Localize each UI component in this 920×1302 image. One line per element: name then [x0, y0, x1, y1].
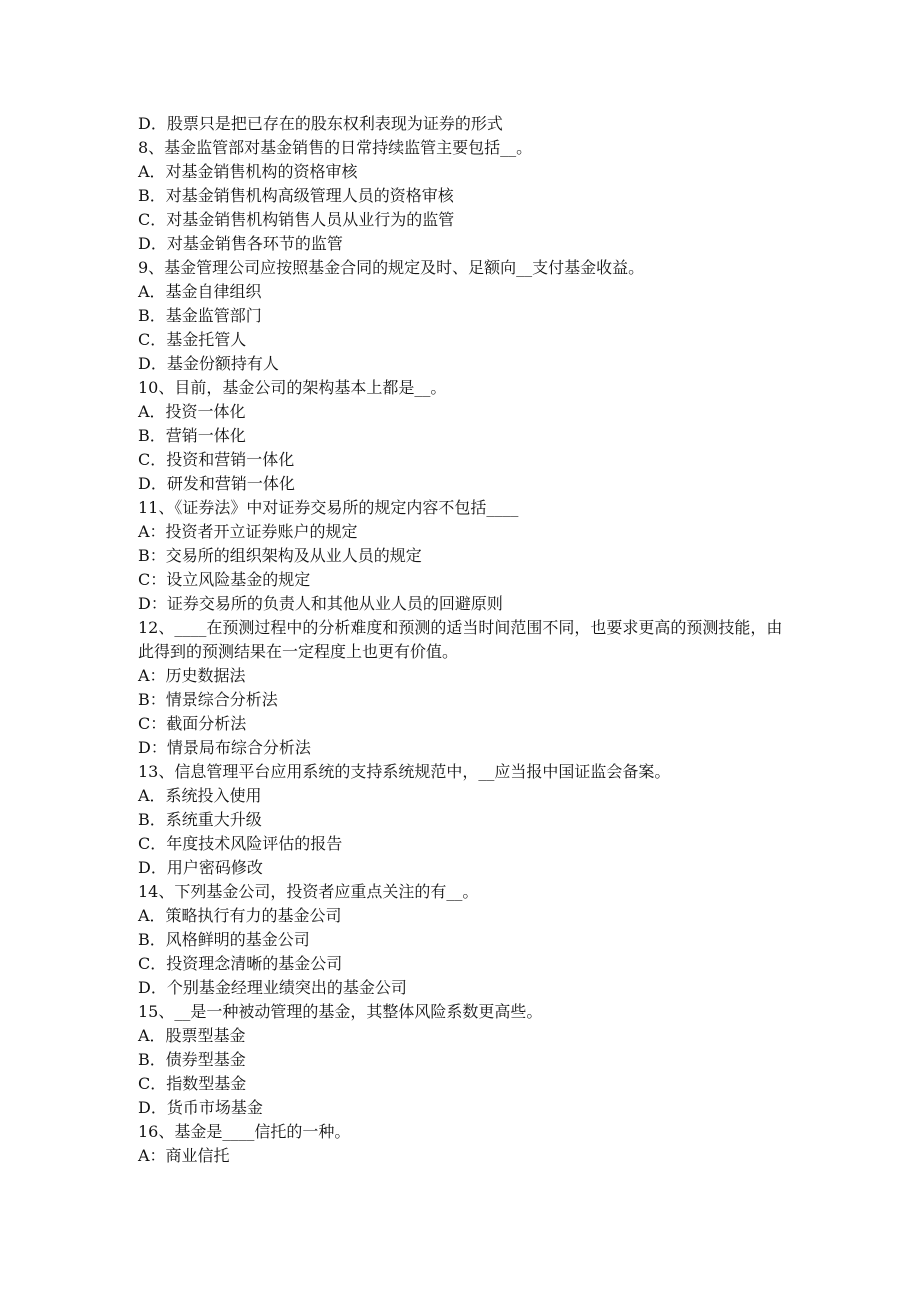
option-line: C：设立风险基金的规定 — [138, 570, 311, 589]
option-line: D．对基金销售各环节的监管 — [138, 234, 343, 253]
question-line: 11、《证券法》中对证券交易所的规定内容不包括____ — [138, 498, 519, 517]
option-line: B．基金监管部门 — [138, 306, 262, 325]
option-line: C．对基金销售机构销售人员从业行为的监管 — [138, 210, 455, 229]
option-line: B．营销一体化 — [138, 426, 246, 445]
option-line: B．对基金销售机构高级管理人员的资格审核 — [138, 186, 454, 205]
option-line: D．研发和营销一体化 — [138, 474, 295, 493]
option-line: B：情景综合分析法 — [138, 690, 278, 709]
option-line: A：历史数据法 — [138, 666, 246, 685]
option-line: B：交易所的组织架构及从业人员的规定 — [138, 546, 422, 565]
option-line: C．年度技术风险评估的报告 — [138, 834, 343, 853]
option-line: C：截面分析法 — [138, 714, 247, 733]
option-line: D：情景局布综合分析法 — [138, 738, 311, 757]
question-line: 15、__是一种被动管理的基金，其整体风险系数更高些。 — [138, 1002, 543, 1021]
option-line: B．系统重大升级 — [138, 810, 262, 829]
option-line: A．系统投入使用 — [138, 786, 262, 805]
option-line: D．个别基金经理业绩突出的基金公司 — [138, 978, 407, 997]
question-line: 16、基金是____信托的一种。 — [138, 1122, 351, 1141]
option-line: A：商业信托 — [138, 1146, 230, 1165]
option-line: D．用户密码修改 — [138, 858, 263, 877]
option-line: D．货币市场基金 — [138, 1098, 263, 1117]
option-line: C．投资和营销一体化 — [138, 450, 295, 469]
option-line: D：证券交易所的负责人和其他从业人员的回避原则 — [138, 594, 503, 613]
option-line: A：投资者开立证券账户的规定 — [138, 522, 358, 541]
question-line: 13、信息管理平台应用系统的支持系统规范中，__应当报中国证监会备案。 — [138, 762, 671, 781]
question-line: 14、下列基金公司，投资者应重点关注的有__。 — [138, 882, 479, 901]
option-line: A．对基金销售机构的资格审核 — [138, 162, 358, 181]
question-line: 12、____在预测过程中的分析难度和预测的适当时间范围不同，也要求更高的预测技能，由此得到的预测结果在一定程度上也更有价值。 — [138, 618, 783, 661]
option-line: A．投资一体化 — [138, 402, 246, 421]
text-line: D．股票只是把已存在的股东权利表现为证券的形式 — [138, 114, 503, 133]
option-line: D．基金份额持有人 — [138, 354, 279, 373]
option-line: C．投资理念清晰的基金公司 — [138, 954, 343, 973]
option-line: A．策略执行有力的基金公司 — [138, 906, 342, 925]
option-line: C．指数型基金 — [138, 1074, 247, 1093]
question-text-block — [138, 112, 788, 1168]
option-line: A．股票型基金 — [138, 1026, 246, 1045]
question-line: 8、基金监管部对基金销售的日常持续监管主要包括__。 — [138, 138, 533, 157]
option-line: A．基金自律组织 — [138, 282, 262, 301]
option-line: B．债券型基金 — [138, 1050, 246, 1069]
option-line: C．基金托管人 — [138, 330, 247, 349]
question-line: 9、基金管理公司应按照基金合同的规定及时、足额向__支付基金收益。 — [138, 258, 645, 277]
question-line: 10、目前，基金公司的架构基本上都是__。 — [138, 378, 447, 397]
option-line: B．风格鲜明的基金公司 — [138, 930, 310, 949]
